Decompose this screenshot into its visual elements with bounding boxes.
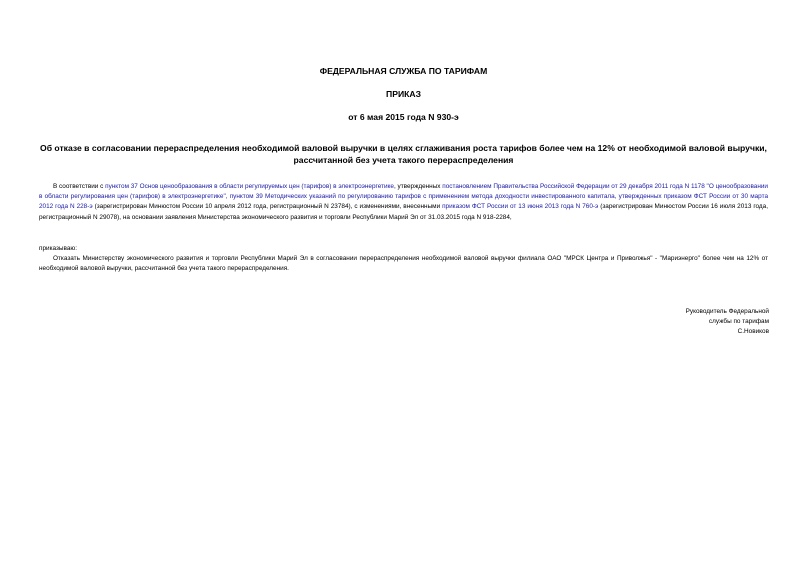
preamble-paragraph [39,182,768,223]
link-pricing-basics-p37[interactable]: пунктом 37 Основ ценообразования в области регулируемых цен (тарифов) в электроэнергетике [105,183,394,190]
signatory-name: С.Новиков [737,328,769,336]
decision-paragraph: Отказать Министерству экономического развития и торговли Республики Марий Эл в согласовании перераспределения необходимой валовой выручки филиала ОАО "МРСК Центра и Приволжья" - "Мариэнерго" более чем на 12% от необходимой валовой выручки, рассчитанной без учета такого перераспределения. [39,255,768,273]
preamble-text-3: (зарегистрирован Минюстом России 10 апреля 2012 года, регистрационный N 23784), с изменениями, внесенными [92,203,443,211]
link-fst-order-760e[interactable]: приказом ФСТ России от 13 июня 2013 года N 760-э [442,203,599,211]
document-date-number: от 6 мая 2015 года N 930-э [348,112,459,122]
document-title: Об отказе в согласовании перераспределения необходимой валовой выручки в целях сглаживания роста тарифов более чем на 12% от необходимой валовой выручки, рассчитанной без учета такого перераспределения [40,143,767,165]
decree-word: приказываю: [39,245,77,252]
preamble-text-4: (зарегистрирован Минюстом России 16 июля 2013 года, регистрационный N 29078), на основании заявления Министерства экономического развития и торговли Республики Марий Эл от 31.03.2015 года N 918-2284, [39,203,768,221]
preamble-text-2: , утвержденных [393,183,443,190]
signature-block [686,307,769,338]
signature-position-line2: службы по тарифам [708,318,769,326]
signature-position-line1: Руководитель Федеральной [685,308,769,315]
document-type-heading: ПРИКАЗ [386,89,421,99]
link-government-decree-1178[interactable]: постановлением Правительства Российской Федерации от 29 декабря 2011 года N 1178 "О ценообразовании в области регулирования цен (тарифов) в электроэнергетике", пунктом 39 Методических указаний по регулированию тарифов с применением метода доходности инвестированного капитала, утвержденных приказом ФСТ России от 30 марта 2012 года N 228-э [39,183,768,211]
agency-heading: ФЕДЕРАЛЬНАЯ СЛУЖБА ПО ТАРИФАМ [319,66,488,76]
preamble-text-1: В соответствии с [53,183,106,190]
